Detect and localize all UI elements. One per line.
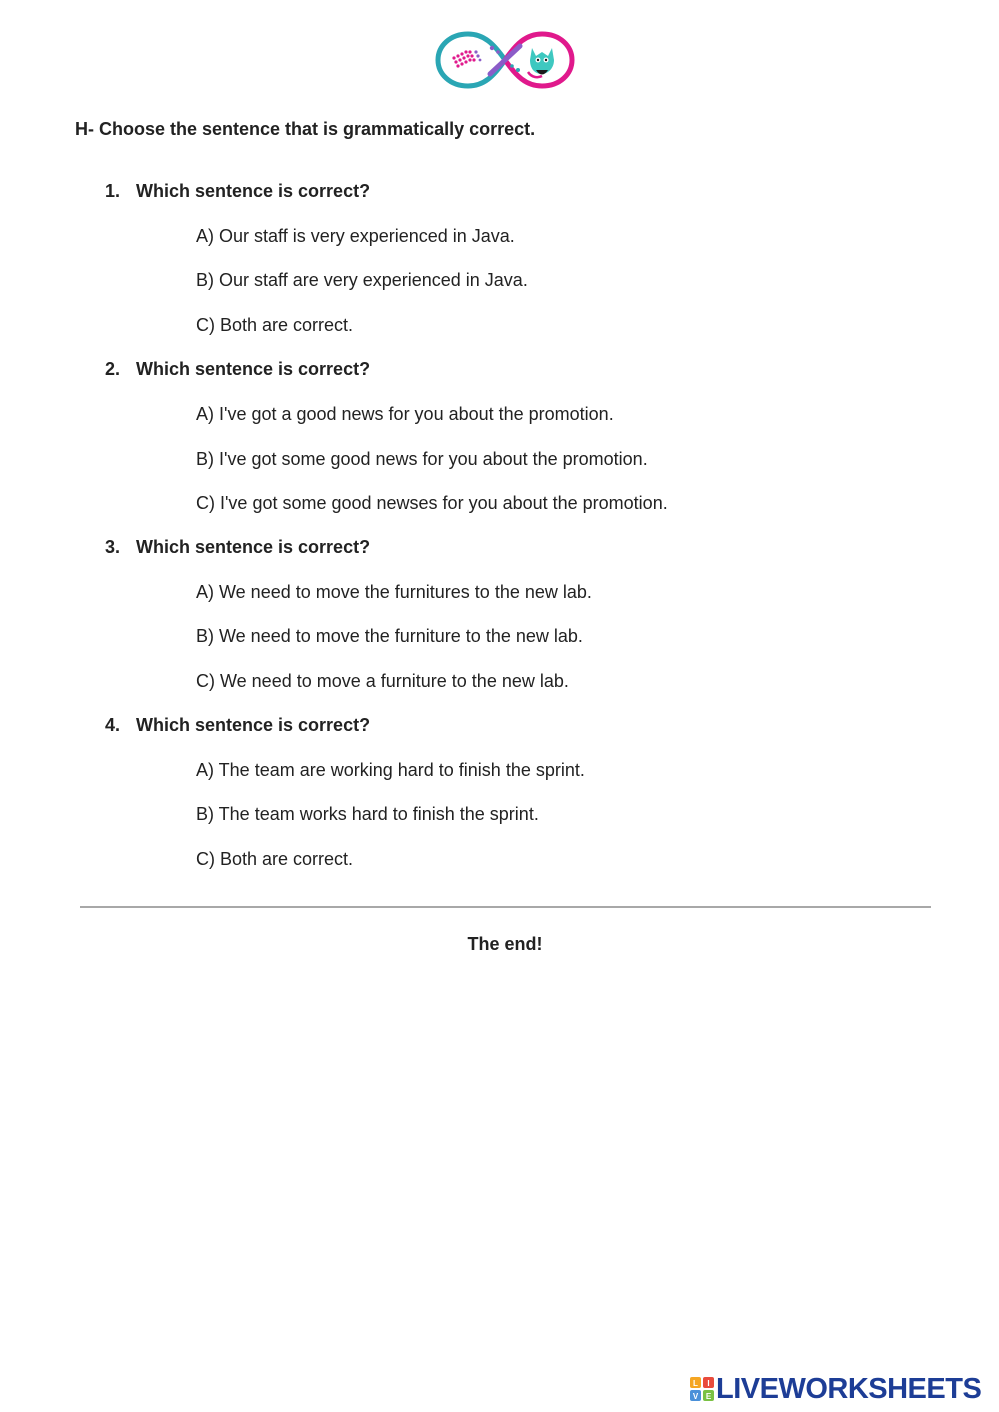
question-1-option-a[interactable]: A) Our staff is very experienced in Java.	[196, 226, 515, 246]
question-label	[105, 359, 370, 380]
question-prompt: Which sentence is correct?	[136, 181, 371, 201]
question-number: 4.	[105, 715, 121, 735]
question-4-option-c[interactable]: C) Both are correct.	[196, 849, 354, 869]
liveworksheets-brand[interactable]	[690, 1374, 981, 1404]
brand-text: LIVEWORKSHEETS	[716, 1373, 982, 1405]
question-3-option-b[interactable]: B) We need to move the furniture to the new lab.	[196, 626, 583, 646]
question-4-option-b[interactable]: B) The team works hard to finish the sprint.	[196, 804, 539, 824]
question-label	[105, 181, 370, 202]
question-label	[105, 715, 370, 736]
infinity-logo	[432, 26, 578, 94]
end-text: The end!	[467, 934, 543, 954]
svg-text:V: V	[692, 1392, 699, 1401]
svg-text:L: L	[693, 1379, 698, 1388]
svg-text:I: I	[707, 1379, 710, 1388]
question-prompt: Which sentence is correct?	[136, 537, 371, 557]
mascot-icon	[528, 48, 554, 77]
question-2-option-c[interactable]: C) I've got some good newses for you about the promotion.	[196, 493, 668, 513]
question-prompt: Which sentence is correct?	[136, 359, 371, 379]
question-1-option-b[interactable]: B) Our staff are very experienced in Java.	[196, 270, 528, 290]
question-2-option-a[interactable]: A) I've got a good news for you about the promotion.	[196, 404, 614, 424]
svg-text:E: E	[705, 1392, 712, 1401]
question-3-option-a[interactable]: A) We need to move the furnitures to the new lab.	[196, 582, 592, 602]
liveworksheets-mark-icon	[690, 1377, 714, 1401]
section-title: H- Choose the sentence that is grammatically correct.	[75, 119, 536, 139]
question-2-option-b[interactable]: B) I've got some good news for you about the promotion.	[196, 449, 648, 469]
question-number: 1.	[105, 181, 121, 201]
question-4-option-a[interactable]: A) The team are working hard to finish the sprint.	[196, 760, 585, 780]
question-number: 3.	[105, 537, 121, 557]
divider	[80, 906, 931, 908]
question-prompt: Which sentence is correct?	[136, 715, 371, 735]
question-1-option-c[interactable]: C) Both are correct.	[196, 315, 354, 335]
question-label	[105, 537, 370, 558]
question-number: 2.	[105, 359, 121, 379]
question-3-option-c[interactable]: C) We need to move a furniture to the new lab.	[196, 671, 569, 691]
